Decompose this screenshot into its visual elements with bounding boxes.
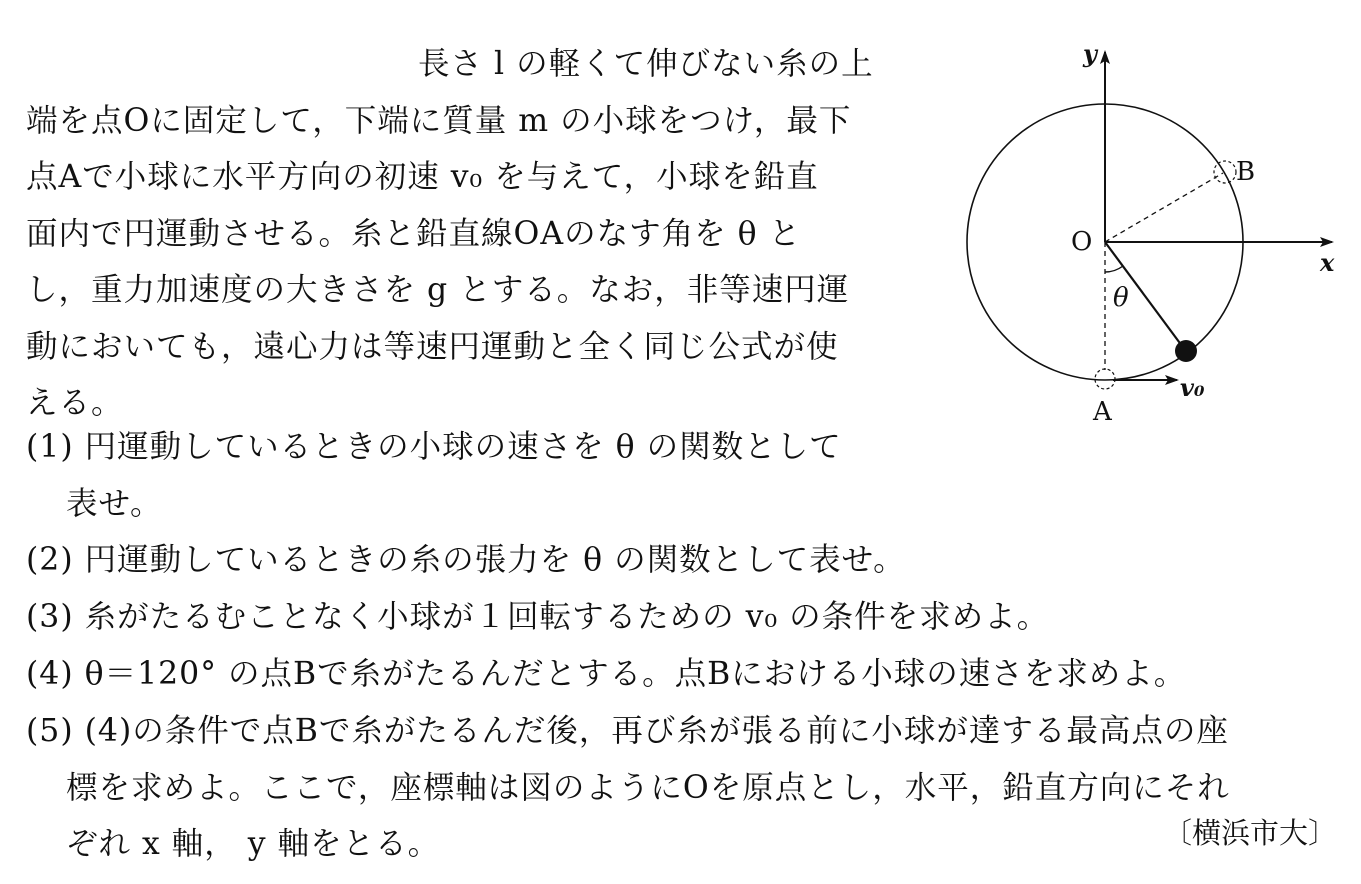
source-citation: 〔横浜市大〕	[1162, 816, 1337, 850]
intro-line: える。	[26, 385, 124, 421]
angle-arc	[1105, 266, 1123, 272]
question-5	[26, 703, 1230, 873]
intro-line: 面内で円運動させる。糸と鉛直線OAのなす角を θ と	[26, 215, 802, 252]
ball	[1175, 340, 1197, 362]
problem-statement	[26, 36, 926, 432]
intro-line: 長さ l の軽くて伸びない糸の上	[418, 46, 874, 82]
line-OB	[1105, 173, 1223, 242]
question-text: 表せ。	[66, 485, 163, 522]
intro-line: し，重力加速度の大きさを g とする。なお，非等速円運	[26, 272, 850, 308]
origin-label: O	[1071, 227, 1093, 257]
circular-motion-diagram	[950, 30, 1350, 435]
theta-label: θ	[1113, 283, 1129, 313]
point-B-label: B	[1236, 157, 1256, 187]
point-A-marker	[1095, 369, 1115, 389]
intro-line: 端を点Oに固定して，下端に質量 m の小球をつけ，最下	[26, 102, 852, 139]
point-A-label: A	[1093, 397, 1112, 427]
intro-line: 動においても，遠心力は等速円運動と全く同じ公式が使	[26, 328, 839, 365]
question-text: (5) (4)の条件で点Bで糸がたるんだ後，再び糸が張る前に小球が達する最高点の座	[26, 713, 1229, 749]
question-4	[26, 646, 1186, 703]
intro-line: 点Aで小球に水平方向の初速 v₀ を与えて，小球を鉛直	[26, 159, 819, 195]
question-1	[26, 419, 842, 532]
question-text: (4) θ＝120° の点Bで糸がたるんだとする。点Bにおける小球の速さを求めよ。	[26, 656, 1187, 692]
x-axis-label: x	[1320, 248, 1335, 277]
question-text: ぞれ x 軸， y 軸をとる。	[66, 826, 441, 862]
question-2	[26, 532, 906, 589]
point-B-marker	[1214, 161, 1236, 183]
v0-label: v₀	[1180, 373, 1205, 402]
y-axis-label: y	[1083, 39, 1097, 68]
question-text: (1) 円運動しているときの小球の速さを θ の関数として	[26, 429, 842, 465]
question-text: (2) 円運動しているときの糸の張力を θ の関数として表せ。	[26, 542, 906, 578]
question-text: (3) 糸がたるむことなく小球が１回転するための v₀ の条件を求めよ。	[26, 599, 1050, 635]
question-3	[26, 589, 1049, 646]
question-text: 標を求めよ。ここで，座標軸は図のようにOを原点とし，水平，鉛直方向にそれ	[66, 769, 1230, 806]
